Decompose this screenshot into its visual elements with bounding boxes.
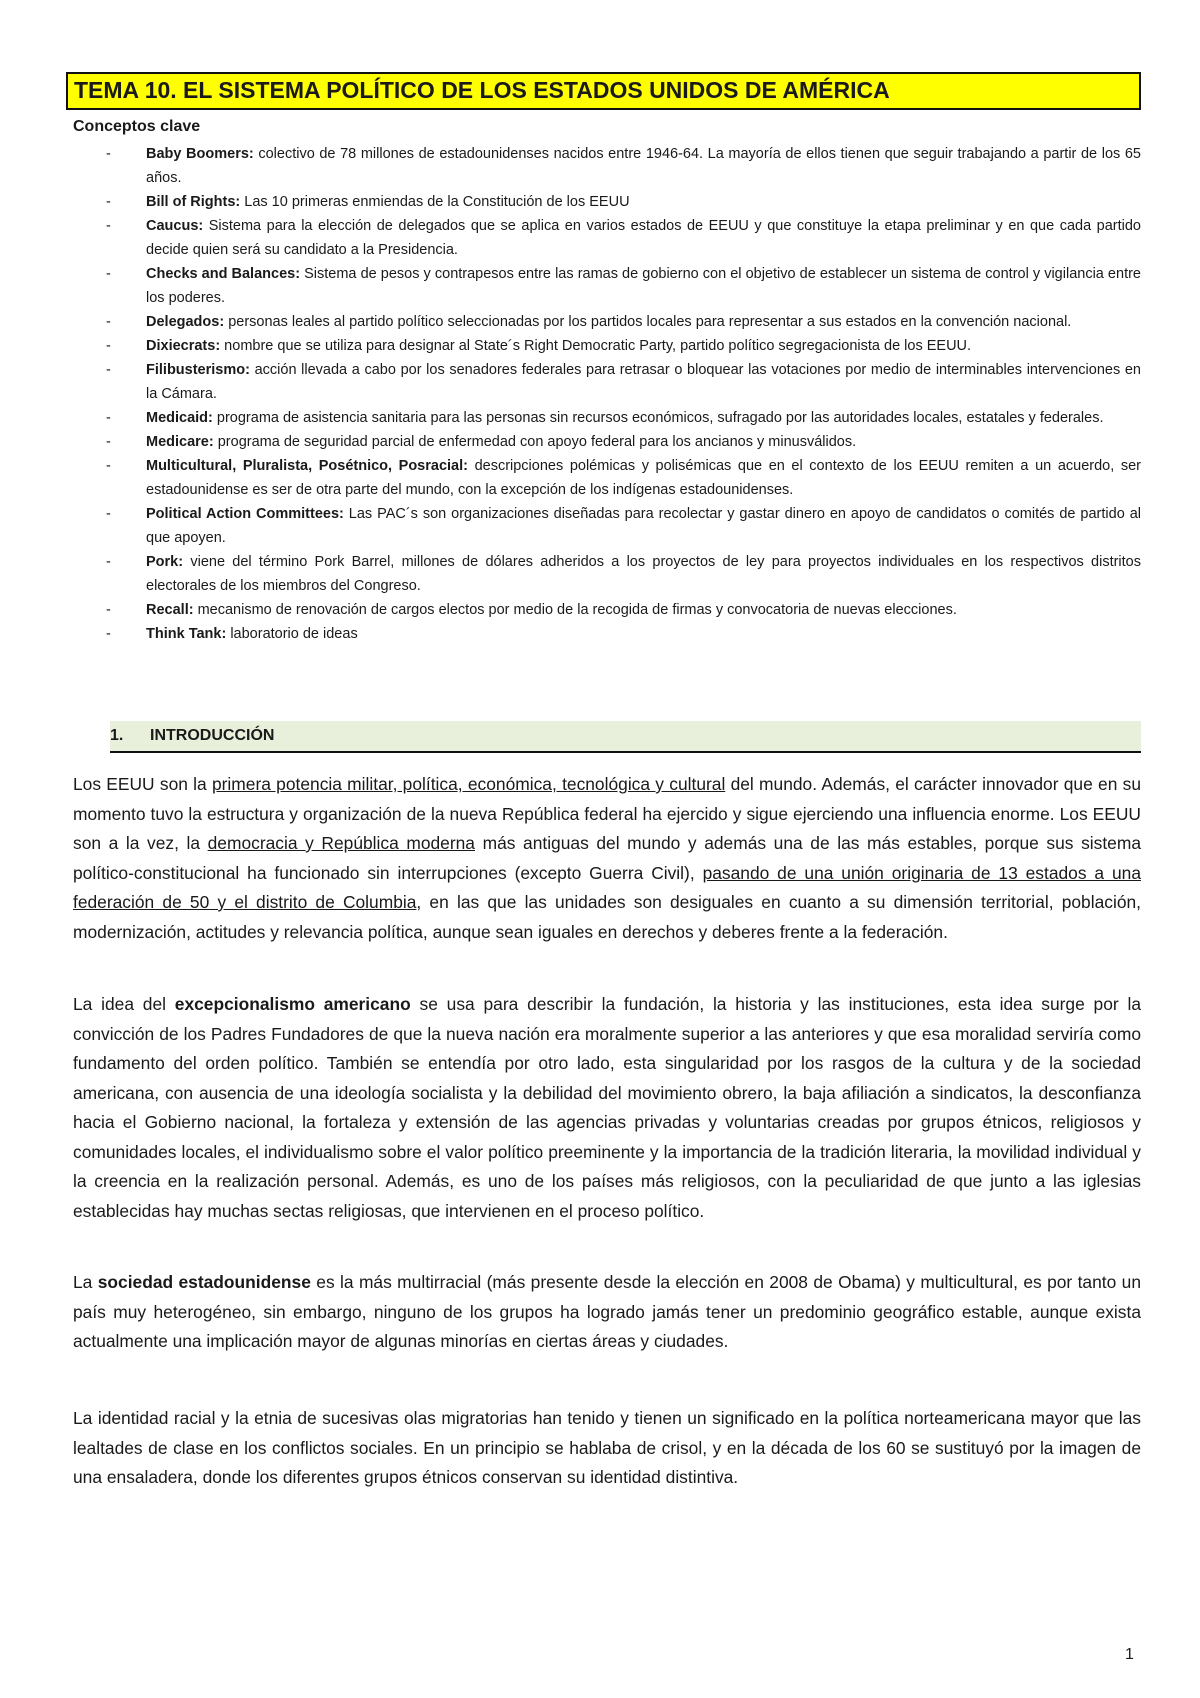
glossary-list <box>73 142 1141 646</box>
glossary-definition: Las PAC´s son organizaciones diseñadas para recolectar y gastar dinero en apoyo de candidatos o comités de partido al que apoyen. <box>146 506 1141 546</box>
paragraph-text: se usa para describir la fundación, la historia y las instituciones, esta idea surge por la convicción de los Padres Fundadores de que la nueva nación era moralmente superior a las anteriores y que esa moralidad serviría como fundamento del orden político. También se entendía por otro lado, esta singularidad por los rasgos de la cultura y de la sociedad americana, con ausencia de una ideología socialista y la debilidad del movimiento obrero, la baja afiliación a sindicatos, la desconfianza hacia el Gobierno nacional, la fortaleza y extensión de las agencias privadas y voluntarias creadas por grupos étnicos, religiosos y comunidades locales, el individualismo sobre el valor político preeminente y la importancia de la tradición literaria, la movilidad individual y la creencia en la realización personal. Además, es uno de los países más religiosos, con la peculiaridad de que junto a las iglesias establecidas hay muchas sectas religiosas, que intervienen en el proceso político. <box>73 994 1141 1221</box>
glossary-item <box>73 190 1141 214</box>
glossary-item <box>73 598 1141 622</box>
glossary-definition: programa de asistencia sanitaria para las personas sin recursos económicos, sufragado por las autoridades locales, estatales y federales. <box>212 410 1104 426</box>
list-dash: - <box>106 362 111 378</box>
glossary-definition: colectivo de 78 millones de estadounidenses nacidos entre 1946-64. La mayoría de ellos tienen que seguir trabajando a partir de los 65 años. <box>146 146 1141 186</box>
glossary-item <box>73 262 1141 310</box>
concepts-heading: Conceptos clave <box>73 118 201 135</box>
list-dash: - <box>106 554 111 570</box>
paragraph <box>73 1268 1141 1357</box>
paragraph-text: más antiguas del mundo y además una de las más estables, porque sus sistema político-constitucional ha funcionado sin interrupciones (excepto Guerra Civil), <box>73 833 1141 883</box>
glossary-term: Caucus: <box>146 218 204 234</box>
list-dash: - <box>106 506 111 522</box>
underlined-text: primera potencia militar, política, económica, tecnológica y cultural <box>211 774 726 794</box>
glossary-item <box>73 454 1141 502</box>
glossary-item <box>73 214 1141 262</box>
glossary-item <box>73 406 1141 430</box>
section-number: 1. <box>110 727 124 744</box>
paragraph-text: Los EEUU son la <box>73 774 212 794</box>
glossary-definition: descripciones polémicas y polisémicas que en el contexto de los EEUU remiten a un acuerdo, ser estadounidense es ser de otra parte del mundo, con la excepción de los indígenas estadounidenses. <box>146 458 1141 498</box>
glossary-item <box>73 622 1141 646</box>
glossary-definition: laboratorio de ideas <box>226 626 358 642</box>
list-dash: - <box>106 218 111 234</box>
glossary-term: Medicare: <box>146 434 214 450</box>
glossary-term: Medicaid: <box>146 410 213 426</box>
glossary-definition: acción llevada a cabo por los senadores federales para retrasar o bloquear las votaciones por medio de interminables intervenciones en la Cámara. <box>146 362 1141 402</box>
bold-text: sociedad estadounidense <box>97 1272 311 1292</box>
glossary-definition: programa de seguridad parcial de enfermedad con apoyo federal para los ancianos y minusválidos. <box>213 434 857 450</box>
underlined-text: democracia y República moderna <box>207 833 475 853</box>
glossary-term: Dixiecrats: <box>146 338 221 354</box>
page-number: 1 <box>1125 1646 1134 1663</box>
paragraph-text: La identidad racial y la etnia de sucesivas olas migratorias han tenido y tienen un significado en la política norteamericana mayor que las lealtades de clase en los conflictos sociales. En un principio se hablaba de crisol, y en la década de los 60 se sustituyó por la imagen de una ensaladera, donde los diferentes grupos étnicos conservan su identidad distintiva. <box>73 1408 1141 1487</box>
glossary-item <box>73 502 1141 550</box>
section-title: INTRODUCCIÓN <box>150 727 275 744</box>
list-dash: - <box>106 266 111 282</box>
glossary-term: Filibusterismo: <box>146 362 250 378</box>
list-dash: - <box>106 146 111 162</box>
glossary-term: Think Tank: <box>146 626 227 642</box>
glossary-definition: viene del término Pork Barrel, millones de dólares adheridos a los proyectos de ley para proyectos individuales en los respectivos distritos electorales de los miembros del Congreso. <box>146 554 1141 594</box>
glossary-term: Political Action Committees: <box>146 506 344 522</box>
list-dash: - <box>106 602 111 618</box>
list-dash: - <box>106 338 111 354</box>
paragraph <box>73 990 1141 1226</box>
section-heading <box>110 721 1141 753</box>
list-dash: - <box>106 434 111 450</box>
glossary-term: Checks and Balances: <box>146 266 301 282</box>
glossary-term: Baby Boomers: <box>146 146 254 162</box>
paragraph-text: La idea del <box>73 994 175 1014</box>
paragraph-text: del mundo. Además, el carácter innovador que en su momento tuvo la estructura y organización de la nueva República federal ha ejercido y sigue ejerciendo una influencia enorme. Los EEUU son a la vez, la <box>73 774 1141 853</box>
list-dash: - <box>106 626 111 642</box>
glossary-item <box>73 142 1141 190</box>
list-dash: - <box>106 314 111 330</box>
list-dash: - <box>106 410 111 426</box>
bold-text: excepcionalismo americano <box>174 994 411 1014</box>
glossary-item <box>73 358 1141 406</box>
paragraph <box>73 770 1141 947</box>
glossary-item <box>73 334 1141 358</box>
glossary-term: Multicultural, Pluralista, Posétnico, Posracial: <box>146 458 468 474</box>
glossary-term: Bill of Rights: <box>146 194 241 210</box>
paragraph <box>73 1404 1141 1493</box>
glossary-definition: Sistema de pesos y contrapesos entre las ramas de gobierno con el objetivo de establecer un sistema de control y vigilancia entre los poderes. <box>146 266 1141 306</box>
glossary-definition: nombre que se utiliza para designar al State´s Right Democratic Party, partido político segregacionista de los EEUU. <box>220 338 972 354</box>
glossary-definition: Sistema para la elección de delegados que se aplica en varios estados de EEUU y que constituye la etapa preliminar y en que cada partido decide quien será su candidato a la Presidencia. <box>146 218 1141 258</box>
glossary-term: Delegados: <box>146 314 225 330</box>
glossary-item <box>73 310 1141 334</box>
glossary-term: Pork: <box>146 554 184 570</box>
list-dash: - <box>106 458 111 474</box>
glossary-definition: mecanismo de renovación de cargos electos por medio de la recogida de firmas y convocatoria de nuevas elecciones. <box>193 602 957 618</box>
document-title: TEMA 10. EL SISTEMA POLÍTICO DE LOS ESTADOS UNIDOS DE AMÉRICA <box>66 72 1141 110</box>
paragraph-text: es la más multirracial (más presente desde la elección en 2008 de Obama) y multicultural, es por tanto un país muy heterogéneo, sin embargo, ninguno de los grupos ha logrado jamás tener un predominio geográfico estable, aunque exista actualmente una implicación mayor de algunas minorías en ciertas áreas y ciudades. <box>73 1272 1141 1351</box>
glossary-item <box>73 550 1141 598</box>
paragraph-text: La <box>73 1272 98 1292</box>
glossary-term: Recall: <box>146 602 194 618</box>
underlined-text: pasando de una unión originaria de 13 estados a una federación de 50 y el distrito de Columbia <box>73 862 1141 912</box>
paragraph-text: , en las que las unidades son desiguales en cuanto a su dimensión territorial, población, modernización, actitudes y relevancia política, aunque sean iguales en derechos y deberes frente a la federación. <box>73 892 1141 942</box>
glossary-definition: personas leales al partido político seleccionadas por los partidos locales para representar a sus estados en la convención nacional. <box>224 314 1072 330</box>
glossary-item <box>73 430 1141 454</box>
list-dash: - <box>106 194 111 210</box>
glossary-definition: Las 10 primeras enmiendas de la Constitución de los EEUU <box>240 194 630 210</box>
